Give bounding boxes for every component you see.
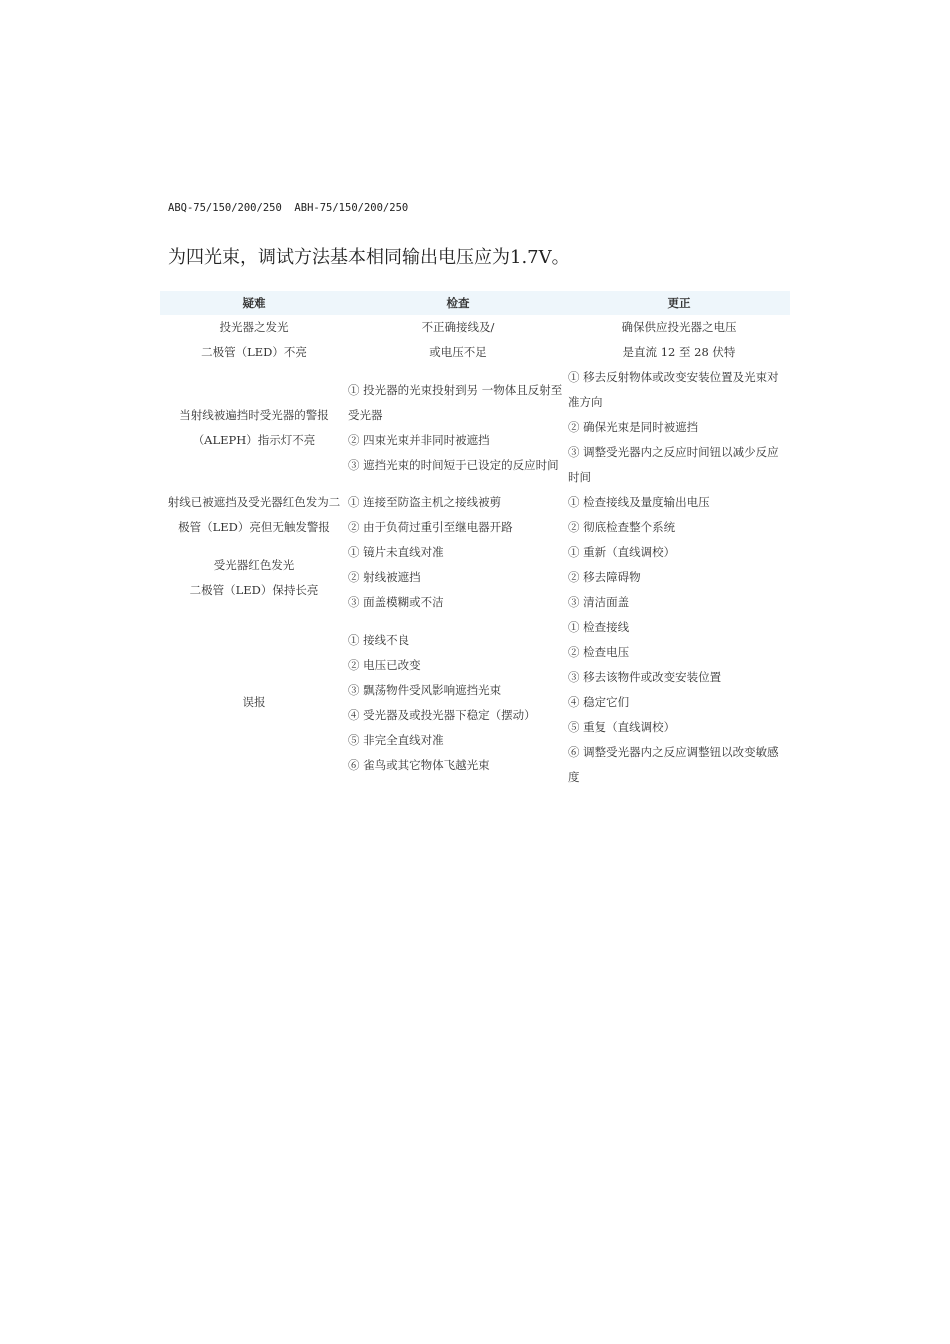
check-cell	[348, 365, 568, 490]
check-text: ① 接线不良	[348, 632, 410, 647]
fix-text: ① 重新（直线调校）	[568, 545, 676, 559]
problem-cell	[160, 365, 348, 490]
check-text: ⑥ 雀鸟或其它物体飞越光束	[348, 757, 490, 772]
check-text: ③ 面盖模糊或不洁	[348, 595, 444, 609]
problem-text: 误报	[242, 695, 266, 709]
problem-cell	[160, 540, 348, 615]
fix-text: ② 检查电压	[568, 645, 630, 659]
check-text: ④ 受光器及或投光器下稳定（摆动）	[348, 707, 536, 722]
problem-text: 二极管（LED）不亮	[201, 345, 307, 359]
table-row	[160, 615, 790, 790]
fix-text: ② 彻底检查整个系统	[568, 520, 676, 534]
table-row	[160, 540, 790, 615]
check-text: 不正确接线及/	[421, 320, 495, 334]
problem-text: 当射线被遍挡时受光器的警报	[179, 407, 329, 422]
check-text: ③ 飘荡物件受风影响遮挡光束	[348, 682, 502, 697]
fix-text: ③ 移去该物件或改变安装位置	[568, 670, 722, 684]
problem-text: 射线已被遮挡及受光器红色发为二	[167, 495, 341, 509]
fix-text: ① 检查接线	[568, 620, 630, 634]
check-cell	[348, 315, 568, 365]
header-problem: 疑难	[160, 291, 348, 315]
fix-text: ④ 稳定它们	[568, 695, 630, 709]
check-text: ② 电压已改变	[348, 657, 421, 672]
check-text: ① 投光器的光束投射到另 一物体且反射至受光器	[348, 382, 563, 422]
model-numbers: ABQ-75/150/200/250 ABH-75/150/200/250	[168, 202, 409, 214]
problem-cell	[160, 315, 348, 365]
fix-text: ③ 清洁面盖	[568, 595, 630, 609]
problem-text: 投光器之发光	[219, 320, 289, 334]
header-fix: 更正	[568, 291, 790, 315]
problem-cell	[160, 615, 348, 790]
fix-cell	[568, 315, 790, 365]
table-row	[160, 490, 790, 540]
problem-text: 二极管（LED）保持长亮	[189, 582, 319, 597]
fix-text: 是直流 12 至 28 伏特	[622, 345, 736, 359]
check-text: ① 连接至防盗主机之接线被剪	[348, 495, 502, 509]
check-text: ② 射线被遮挡	[348, 570, 421, 584]
table-row	[160, 315, 790, 365]
fix-cell	[568, 540, 790, 615]
check-text: ③ 遮挡光束的时间短于已设定的反应时间	[348, 457, 559, 472]
fix-text: ⑤ 重复（直线调校）	[568, 720, 676, 734]
problem-cell	[160, 490, 348, 540]
fix-cell	[568, 365, 790, 490]
check-text: 或电压不足	[429, 345, 487, 359]
troubleshooting-table	[160, 291, 790, 790]
problem-text: （ALEPH）指示灯不亮	[192, 432, 316, 447]
fix-cell	[568, 490, 790, 540]
fix-text: 确保供应投光器之电压	[621, 320, 737, 334]
fix-text: ① 检查接线及量度输出电压	[568, 495, 710, 509]
fix-text: ③ 调整受光器内之反应时间钮以减少反应时间	[568, 445, 779, 484]
fix-text: ② 移去障碍物	[568, 570, 641, 584]
problem-text: 极管（LED）亮但无触发警报	[178, 520, 330, 534]
table-row	[160, 365, 790, 490]
check-cell	[348, 490, 568, 540]
check-text: ① 镜片未直线对准	[348, 545, 444, 559]
check-cell	[348, 615, 568, 790]
problem-text: 受光器红色发光	[213, 557, 295, 572]
check-text: ② 四束光束并非同时被遮挡	[348, 432, 490, 447]
table-header-row	[160, 291, 790, 315]
header-check: 检查	[348, 291, 568, 315]
intro-text: 为四光束，调试方法基本相同输出电压应为1.7V。	[168, 247, 570, 268]
fix-cell	[568, 615, 790, 790]
check-text: ⑤ 非完全直线对准	[348, 732, 444, 747]
check-text: ② 由于负荷过重引至继电器开路	[348, 520, 513, 534]
check-cell	[348, 540, 568, 615]
fix-text: ② 确保光束是同时被遮挡	[568, 420, 699, 434]
fix-text: ⑥ 调整受光器内之反应调整钮以改变敏感度	[568, 745, 779, 784]
fix-text: ① 移去反射物体或改变安装位置及光束对准方向	[568, 370, 779, 409]
